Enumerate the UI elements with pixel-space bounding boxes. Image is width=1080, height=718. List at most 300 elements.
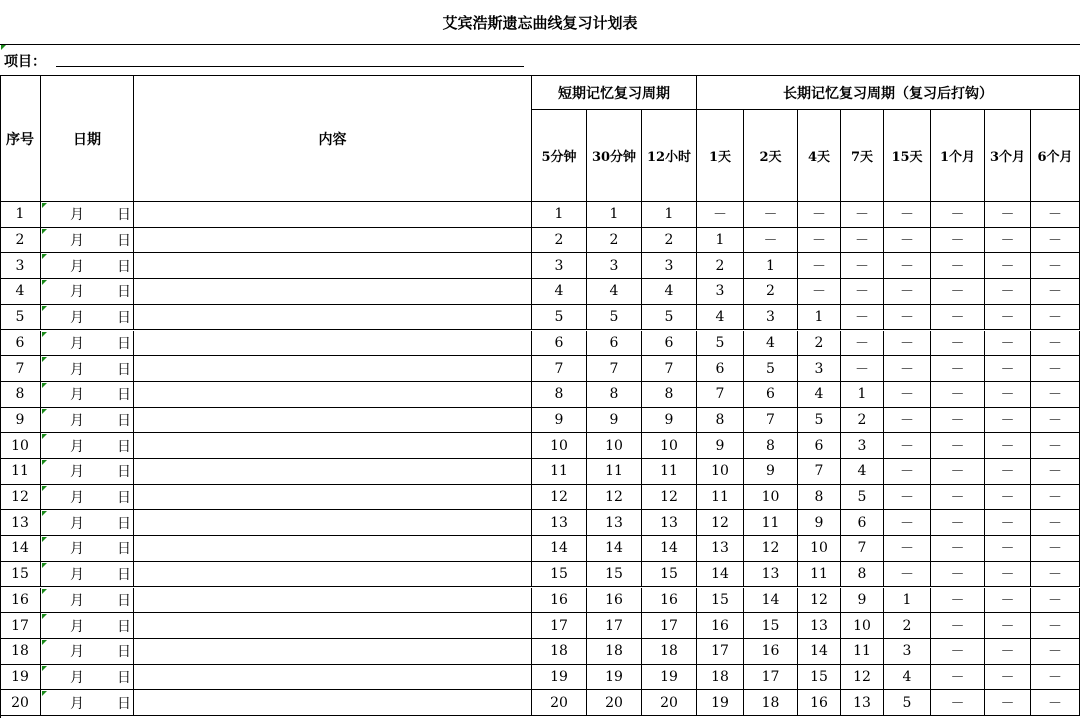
date-cell[interactable] (41, 639, 134, 665)
long-review-cell[interactable]: － (798, 202, 841, 228)
long-review-cell[interactable]: － (841, 305, 884, 331)
long-review-cell[interactable]: － (884, 562, 931, 588)
short-review-cell: 6 (532, 331, 587, 357)
row-index: 18 (0, 639, 41, 665)
short-review-cell: 18 (642, 639, 697, 665)
short-review-cell: 2 (587, 228, 642, 254)
short-review-cell: 7 (587, 356, 642, 382)
long-review-cell[interactable]: 1 (841, 382, 884, 408)
day-label: 日 (117, 644, 131, 661)
long-review-cell[interactable]: 14 (798, 639, 841, 665)
content-cell[interactable] (134, 459, 532, 485)
long-review-cell[interactable]: 13 (744, 562, 798, 588)
project-row (0, 44, 1080, 76)
long-review-cell[interactable]: 6 (841, 510, 884, 536)
long-review-cell[interactable]: － (884, 331, 931, 357)
date-cell[interactable] (41, 485, 134, 511)
long-review-cell[interactable]: 9 (697, 433, 744, 459)
day-label: 日 (117, 361, 131, 378)
row-index: 3 (0, 253, 41, 279)
long-review-cell[interactable]: － (985, 690, 1031, 716)
long-review-cell[interactable]: 3 (744, 305, 798, 331)
row-index: 13 (0, 510, 41, 536)
month-label: 月 (70, 541, 84, 558)
long-review-cell[interactable]: 8 (841, 562, 884, 588)
header-long-col: 3个月 (985, 110, 1031, 202)
short-review-cell: 19 (587, 665, 642, 691)
long-review-cell[interactable]: 12 (744, 536, 798, 562)
content-cell[interactable] (134, 510, 532, 536)
long-review-cell[interactable]: 16 (798, 690, 841, 716)
long-review-cell[interactable]: － (931, 639, 985, 665)
long-review-cell[interactable]: 6 (744, 382, 798, 408)
long-review-cell[interactable]: － (884, 356, 931, 382)
long-review-cell[interactable]: － (931, 253, 985, 279)
long-review-cell[interactable]: － (931, 613, 985, 639)
long-review-cell[interactable]: － (985, 202, 1031, 228)
long-review-cell[interactable]: － (985, 356, 1031, 382)
long-review-cell[interactable]: － (744, 202, 798, 228)
long-review-cell[interactable]: － (1031, 665, 1080, 691)
short-review-cell: 12 (642, 485, 697, 511)
content-cell[interactable] (134, 253, 532, 279)
long-review-cell[interactable]: － (884, 510, 931, 536)
content-cell[interactable] (134, 305, 532, 331)
short-review-cell: 14 (642, 536, 697, 562)
month-label: 月 (70, 644, 84, 661)
long-review-cell[interactable]: － (985, 562, 1031, 588)
long-review-cell[interactable]: － (1031, 485, 1080, 511)
content-cell[interactable] (134, 356, 532, 382)
month-label: 月 (70, 695, 84, 712)
day-label: 日 (117, 592, 131, 609)
long-review-cell[interactable]: 1 (697, 228, 744, 254)
long-review-cell[interactable]: － (931, 510, 985, 536)
long-review-cell[interactable]: 18 (697, 665, 744, 691)
date-cell[interactable] (41, 433, 134, 459)
cell-marker (42, 409, 47, 414)
long-review-cell[interactable]: 9 (744, 459, 798, 485)
long-review-cell[interactable]: 1 (884, 588, 931, 614)
month-label: 月 (70, 592, 84, 609)
short-review-cell: 1 (642, 202, 697, 228)
long-review-cell[interactable]: － (931, 279, 985, 305)
long-review-cell[interactable]: － (884, 202, 931, 228)
long-review-cell[interactable]: 3 (841, 433, 884, 459)
long-review-cell[interactable]: － (841, 253, 884, 279)
long-review-cell[interactable]: － (1031, 613, 1080, 639)
month-label: 月 (70, 335, 84, 352)
long-review-cell[interactable]: － (931, 331, 985, 357)
long-review-cell[interactable]: 12 (697, 510, 744, 536)
long-review-cell[interactable]: － (931, 202, 985, 228)
long-review-cell[interactable]: 3 (884, 639, 931, 665)
long-review-cell[interactable]: － (884, 279, 931, 305)
short-review-cell: 5 (532, 305, 587, 331)
short-review-cell: 18 (587, 639, 642, 665)
long-review-cell[interactable]: － (1031, 588, 1080, 614)
long-review-cell[interactable]: － (884, 536, 931, 562)
day-label: 日 (117, 515, 131, 532)
date-cell[interactable] (41, 305, 134, 331)
short-review-cell: 14 (532, 536, 587, 562)
long-review-cell[interactable]: － (931, 562, 985, 588)
long-review-cell[interactable]: 3 (697, 279, 744, 305)
date-cell[interactable] (41, 536, 134, 562)
long-review-cell[interactable]: 11 (744, 510, 798, 536)
date-cell[interactable] (41, 665, 134, 691)
long-review-cell[interactable]: － (931, 459, 985, 485)
long-review-cell[interactable]: 1 (744, 253, 798, 279)
project-input-line[interactable] (56, 66, 524, 67)
short-review-cell: 4 (642, 279, 697, 305)
long-review-cell[interactable]: － (985, 228, 1031, 254)
long-review-cell[interactable]: － (744, 228, 798, 254)
cell-marker (42, 383, 47, 388)
content-cell[interactable] (134, 202, 532, 228)
long-review-cell[interactable]: － (1031, 202, 1080, 228)
row-index: 6 (0, 331, 41, 357)
long-review-cell[interactable]: － (931, 433, 985, 459)
long-review-cell[interactable]: － (931, 228, 985, 254)
long-review-cell[interactable]: 8 (798, 485, 841, 511)
header-short-col: 12小时 (642, 110, 697, 202)
day-label: 日 (117, 335, 131, 352)
content-cell[interactable] (134, 228, 532, 254)
long-review-cell[interactable]: － (841, 279, 884, 305)
long-review-cell[interactable]: 15 (697, 588, 744, 614)
content-cell[interactable] (134, 279, 532, 305)
long-review-cell[interactable]: 7 (697, 382, 744, 408)
month-label: 月 (70, 618, 84, 635)
long-review-cell[interactable]: － (1031, 459, 1080, 485)
short-review-cell: 16 (587, 588, 642, 614)
cell-marker (42, 306, 47, 311)
row-index: 2 (0, 228, 41, 254)
date-cell[interactable] (41, 510, 134, 536)
date-cell[interactable] (41, 588, 134, 614)
long-review-cell[interactable]: － (798, 253, 841, 279)
month-label: 月 (70, 284, 84, 301)
short-review-cell: 16 (532, 588, 587, 614)
long-review-cell[interactable]: － (884, 459, 931, 485)
short-review-cell: 9 (587, 408, 642, 434)
long-review-cell[interactable]: － (841, 228, 884, 254)
month-label: 月 (70, 515, 84, 532)
row-index: 1 (0, 202, 41, 228)
short-review-cell: 6 (642, 331, 697, 357)
long-review-cell[interactable]: 12 (841, 665, 884, 691)
long-review-cell[interactable]: － (931, 356, 985, 382)
short-review-cell: 6 (587, 331, 642, 357)
long-review-cell[interactable]: － (931, 408, 985, 434)
long-review-cell[interactable]: － (1031, 305, 1080, 331)
long-review-cell[interactable]: 5 (798, 408, 841, 434)
content-cell[interactable] (134, 588, 532, 614)
short-review-cell: 20 (532, 690, 587, 716)
long-review-cell[interactable]: 7 (798, 459, 841, 485)
long-review-cell[interactable]: 4 (744, 331, 798, 357)
long-review-cell[interactable]: － (884, 228, 931, 254)
long-review-cell[interactable]: 4 (841, 459, 884, 485)
long-review-cell[interactable]: － (884, 485, 931, 511)
date-cell[interactable] (41, 279, 134, 305)
long-review-cell[interactable]: 4 (798, 382, 841, 408)
long-review-cell[interactable]: － (985, 510, 1031, 536)
long-review-cell[interactable]: 11 (798, 562, 841, 588)
long-review-cell[interactable]: 13 (841, 690, 884, 716)
day-label: 日 (117, 464, 131, 481)
date-cell[interactable] (41, 382, 134, 408)
long-review-cell[interactable]: 5 (841, 485, 884, 511)
short-review-cell: 12 (532, 485, 587, 511)
long-review-cell[interactable]: 2 (744, 279, 798, 305)
date-cell[interactable] (41, 459, 134, 485)
long-review-cell[interactable]: － (985, 305, 1031, 331)
content-cell[interactable] (134, 382, 532, 408)
date-cell[interactable] (41, 202, 134, 228)
header-index: 序号 (0, 76, 41, 202)
long-review-cell[interactable]: － (841, 202, 884, 228)
long-review-cell[interactable]: 8 (744, 433, 798, 459)
cell-marker (42, 589, 47, 594)
header-long-col: 6个月 (1031, 110, 1080, 202)
short-review-cell: 19 (532, 665, 587, 691)
long-review-cell[interactable]: － (841, 331, 884, 357)
row-index: 16 (0, 588, 41, 614)
long-review-cell[interactable]: 5 (884, 690, 931, 716)
short-review-cell: 8 (587, 382, 642, 408)
short-review-cell: 17 (532, 613, 587, 639)
long-review-cell[interactable]: － (985, 613, 1031, 639)
long-review-cell[interactable]: － (697, 202, 744, 228)
long-review-cell[interactable]: 13 (798, 613, 841, 639)
cell-marker (42, 254, 47, 259)
content-cell[interactable] (134, 408, 532, 434)
long-review-cell[interactable]: － (1031, 279, 1080, 305)
content-cell[interactable] (134, 613, 532, 639)
date-cell[interactable] (41, 228, 134, 254)
long-review-cell[interactable]: － (884, 382, 931, 408)
long-review-cell[interactable]: 4 (884, 665, 931, 691)
short-review-cell: 16 (642, 588, 697, 614)
long-review-cell[interactable]: 7 (744, 408, 798, 434)
long-review-cell[interactable]: － (985, 485, 1031, 511)
long-review-cell[interactable]: － (1031, 228, 1080, 254)
day-label: 日 (117, 669, 131, 686)
long-review-cell[interactable]: 18 (744, 690, 798, 716)
day-label: 日 (117, 438, 131, 455)
long-review-cell[interactable]: 6 (798, 433, 841, 459)
long-review-cell[interactable]: 11 (697, 485, 744, 511)
long-review-cell[interactable]: 13 (697, 536, 744, 562)
long-review-cell[interactable]: － (931, 690, 985, 716)
long-review-cell[interactable]: － (931, 305, 985, 331)
cell-marker (42, 486, 47, 491)
long-review-cell[interactable]: － (985, 433, 1031, 459)
long-review-cell[interactable]: 15 (798, 665, 841, 691)
date-cell[interactable] (41, 613, 134, 639)
long-review-cell[interactable]: 1 (798, 305, 841, 331)
month-label: 月 (70, 490, 84, 507)
long-review-cell[interactable]: － (1031, 690, 1080, 716)
long-review-cell[interactable]: － (1031, 510, 1080, 536)
content-cell[interactable] (134, 433, 532, 459)
long-review-cell[interactable]: 5 (744, 356, 798, 382)
day-label: 日 (117, 567, 131, 584)
header-short-col: 5分钟 (532, 110, 587, 202)
header-short-term-group: 短期记忆复习周期 (532, 76, 697, 110)
long-review-cell[interactable]: 2 (798, 331, 841, 357)
row-index: 8 (0, 382, 41, 408)
long-review-cell[interactable]: － (931, 485, 985, 511)
short-review-cell: 8 (532, 382, 587, 408)
long-review-cell[interactable]: 2 (697, 253, 744, 279)
day-label: 日 (117, 284, 131, 301)
long-review-cell[interactable]: － (931, 382, 985, 408)
short-review-cell: 10 (642, 433, 697, 459)
header-short-col: 30分钟 (587, 110, 642, 202)
long-review-cell[interactable]: 10 (744, 485, 798, 511)
short-review-cell: 17 (587, 613, 642, 639)
long-review-cell[interactable]: 3 (798, 356, 841, 382)
long-review-cell[interactable]: 4 (697, 305, 744, 331)
long-review-cell[interactable]: 10 (697, 459, 744, 485)
long-review-cell[interactable]: － (985, 665, 1031, 691)
short-review-cell: 19 (642, 665, 697, 691)
long-review-cell[interactable]: － (931, 665, 985, 691)
long-review-cell[interactable]: 12 (798, 588, 841, 614)
long-review-cell[interactable]: 10 (841, 613, 884, 639)
row-index: 11 (0, 459, 41, 485)
long-review-cell[interactable]: 14 (697, 562, 744, 588)
long-review-cell[interactable]: － (985, 639, 1031, 665)
long-review-cell[interactable]: 16 (697, 613, 744, 639)
long-review-cell[interactable]: － (884, 305, 931, 331)
long-review-cell[interactable]: 10 (798, 536, 841, 562)
long-review-cell[interactable]: － (884, 433, 931, 459)
long-review-cell[interactable]: － (798, 228, 841, 254)
long-review-cell[interactable]: 16 (744, 639, 798, 665)
month-label: 月 (70, 207, 84, 224)
short-review-cell: 15 (587, 562, 642, 588)
sheet-title: 艾宾浩斯遗忘曲线复习计划表 (0, 0, 1080, 45)
long-review-cell[interactable]: － (1031, 253, 1080, 279)
date-cell[interactable] (41, 356, 134, 382)
day-label: 日 (117, 618, 131, 635)
long-review-cell[interactable]: 6 (697, 356, 744, 382)
long-review-cell[interactable]: － (1031, 433, 1080, 459)
row-index: 9 (0, 408, 41, 434)
day-label: 日 (117, 412, 131, 429)
header-long-col: 1个月 (931, 110, 985, 202)
header-long-col: 4天 (798, 110, 841, 202)
cell-marker (42, 203, 47, 208)
table-left-border (0, 76, 1, 718)
short-review-cell: 15 (532, 562, 587, 588)
long-review-cell[interactable]: － (985, 253, 1031, 279)
long-review-cell[interactable]: － (1031, 356, 1080, 382)
long-review-cell[interactable]: 15 (744, 613, 798, 639)
long-review-cell[interactable]: － (1031, 382, 1080, 408)
cell-marker (42, 691, 47, 696)
long-review-cell[interactable]: － (884, 253, 931, 279)
day-label: 日 (117, 387, 131, 404)
long-review-cell[interactable]: 19 (697, 690, 744, 716)
long-review-cell[interactable]: 17 (697, 639, 744, 665)
short-review-cell: 13 (587, 510, 642, 536)
long-review-cell[interactable]: － (985, 459, 1031, 485)
cell-marker (42, 434, 47, 439)
long-review-cell[interactable]: － (985, 588, 1031, 614)
long-review-cell[interactable]: 14 (744, 588, 798, 614)
short-review-cell: 2 (532, 228, 587, 254)
long-review-cell[interactable]: － (798, 279, 841, 305)
content-cell[interactable] (134, 690, 532, 716)
long-review-cell[interactable]: 9 (798, 510, 841, 536)
long-review-cell[interactable]: 8 (697, 408, 744, 434)
content-cell[interactable] (134, 639, 532, 665)
long-review-cell[interactable]: 5 (697, 331, 744, 357)
short-review-cell: 9 (642, 408, 697, 434)
content-cell[interactable] (134, 562, 532, 588)
row-index: 12 (0, 485, 41, 511)
long-review-cell[interactable]: － (884, 408, 931, 434)
date-cell[interactable] (41, 562, 134, 588)
long-review-cell[interactable]: － (985, 279, 1031, 305)
row-index: 20 (0, 690, 41, 716)
day-label: 日 (117, 695, 131, 712)
long-review-cell[interactable]: － (985, 331, 1031, 357)
short-review-cell: 10 (587, 433, 642, 459)
long-review-cell[interactable]: － (931, 536, 985, 562)
row-index: 7 (0, 356, 41, 382)
long-review-cell[interactable]: 2 (884, 613, 931, 639)
long-review-cell[interactable]: 7 (841, 536, 884, 562)
long-review-cell[interactable]: － (985, 382, 1031, 408)
short-review-cell: 10 (532, 433, 587, 459)
long-review-cell[interactable]: － (1031, 639, 1080, 665)
content-cell[interactable] (134, 536, 532, 562)
month-label: 月 (70, 387, 84, 404)
date-cell[interactable] (41, 408, 134, 434)
long-review-cell[interactable]: 2 (841, 408, 884, 434)
day-label: 日 (117, 490, 131, 507)
long-review-cell[interactable]: 11 (841, 639, 884, 665)
long-review-cell[interactable]: － (1031, 331, 1080, 357)
content-cell[interactable] (134, 485, 532, 511)
long-review-cell[interactable]: － (1031, 536, 1080, 562)
row-index: 14 (0, 536, 41, 562)
date-cell[interactable] (41, 331, 134, 357)
date-cell[interactable] (41, 253, 134, 279)
date-cell[interactable] (41, 690, 134, 716)
row-index: 10 (0, 433, 41, 459)
day-label: 日 (117, 233, 131, 250)
long-review-cell[interactable]: － (1031, 562, 1080, 588)
long-review-cell[interactable]: － (985, 408, 1031, 434)
content-cell[interactable] (134, 331, 532, 357)
long-review-cell[interactable]: － (931, 588, 985, 614)
short-review-cell: 11 (532, 459, 587, 485)
long-review-cell[interactable]: － (985, 536, 1031, 562)
long-review-cell[interactable]: － (1031, 408, 1080, 434)
short-review-cell: 4 (532, 279, 587, 305)
long-review-cell[interactable]: － (841, 356, 884, 382)
content-cell[interactable] (134, 665, 532, 691)
long-review-cell[interactable]: 9 (841, 588, 884, 614)
long-review-cell[interactable]: 17 (744, 665, 798, 691)
